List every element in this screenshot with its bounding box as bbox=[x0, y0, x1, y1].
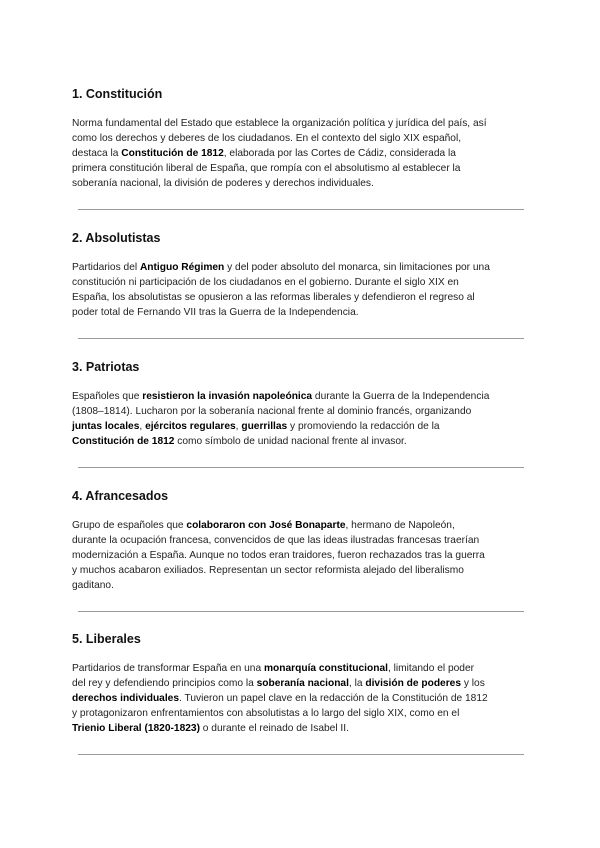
text-run: Norma fundamental del Estado que establece la organización política y jurídica del país, así bbox=[72, 118, 487, 129]
section-body bbox=[72, 518, 532, 593]
bold-term: colaboraron con José Bonaparte bbox=[186, 520, 346, 531]
text-run: Partidarios del bbox=[72, 262, 140, 273]
divider bbox=[78, 209, 524, 210]
paragraph-line bbox=[72, 518, 532, 533]
text-run: soberanía nacional, la división de poderes y derechos individuales. bbox=[72, 178, 374, 189]
section-body bbox=[72, 661, 532, 736]
text-run: Grupo de españoles que bbox=[72, 520, 187, 531]
text-run: como símbolo de unidad nacional frente al invasor. bbox=[174, 436, 407, 447]
paragraph-line bbox=[72, 146, 532, 161]
paragraph-line bbox=[72, 578, 532, 593]
section-body bbox=[72, 116, 532, 191]
section-title: 2. Absolutistas bbox=[72, 231, 161, 245]
text-run: como los derechos y deberes de los ciudadanos. En el contexto del siglo XIX español, bbox=[72, 133, 462, 144]
text-run: y promoviendo la redacción de la bbox=[287, 421, 440, 432]
section-title: 1. Constitución bbox=[72, 87, 163, 101]
paragraph-line bbox=[72, 691, 532, 706]
bold-term: resistieron la invasión napoleónica bbox=[142, 391, 313, 402]
paragraph-line bbox=[72, 161, 532, 176]
bold-term: guerrillas bbox=[241, 421, 288, 432]
paragraph-line bbox=[72, 661, 532, 676]
paragraph-line bbox=[72, 706, 532, 721]
paragraph-line bbox=[72, 290, 532, 305]
text-run: , elaborada por las Cortes de Cádiz, considerada la bbox=[223, 148, 456, 159]
paragraph-line bbox=[72, 176, 532, 191]
paragraph-line bbox=[72, 434, 532, 449]
section-afrancesados bbox=[72, 488, 532, 593]
bold-term: Constitución de 1812 bbox=[121, 148, 224, 159]
bold-term: Constitución de 1812 bbox=[72, 436, 175, 447]
text-run: , la bbox=[348, 678, 366, 689]
section-title: 3. Patriotas bbox=[72, 360, 140, 374]
section-constitucion bbox=[72, 86, 532, 191]
text-run: durante la Guerra de la Independencia bbox=[312, 391, 490, 402]
text-run: y protagonizaron enfrentamientos con absolutistas a lo largo del siglo XIX, como en el bbox=[72, 708, 460, 719]
text-run: destaca la bbox=[72, 148, 122, 159]
paragraph-line bbox=[72, 563, 532, 578]
bold-term: monarquía constitucional bbox=[263, 663, 388, 674]
divider bbox=[78, 467, 524, 468]
paragraph-line bbox=[72, 533, 532, 548]
text-run: modernización a España. Aunque no todos eran traidores, fueron rechazados tras la guerra bbox=[72, 550, 485, 561]
text-run: , hermano de Napoleón, bbox=[345, 520, 455, 531]
text-run: , limitando el poder bbox=[387, 663, 475, 674]
text-run: gaditano. bbox=[72, 580, 114, 591]
divider bbox=[78, 611, 524, 612]
section-absolutistas bbox=[72, 230, 532, 320]
text-run: España, los absolutistas se opusieron a las reformas liberales y defendieron el regreso al bbox=[72, 292, 475, 303]
bold-term: juntas locales bbox=[72, 421, 140, 432]
text-run: y muchos acabaron exiliados. Representan un sector reformista alejado del liberalismo bbox=[72, 565, 464, 576]
bold-term: división de poderes bbox=[365, 678, 462, 689]
paragraph-line bbox=[72, 275, 532, 290]
section-patriotas bbox=[72, 359, 532, 449]
text-run: y del poder absoluto del monarca, sin limitaciones por una bbox=[224, 262, 490, 273]
paragraph-line bbox=[72, 116, 532, 131]
section-body bbox=[72, 389, 532, 449]
paragraph-line bbox=[72, 548, 532, 563]
text-run: y los bbox=[461, 678, 485, 689]
bold-term: derechos individuales bbox=[72, 693, 180, 704]
paragraph-line bbox=[72, 131, 532, 146]
paragraph-line bbox=[72, 419, 532, 434]
text-run: del rey y defendiendo principios como la bbox=[72, 678, 257, 689]
text-run: Españoles que bbox=[72, 391, 143, 402]
divider bbox=[78, 338, 524, 339]
section-body bbox=[72, 260, 532, 320]
text-run: , bbox=[235, 421, 242, 432]
paragraph-line bbox=[72, 389, 532, 404]
paragraph-line bbox=[72, 260, 532, 275]
paragraph-line bbox=[72, 305, 532, 320]
bold-term: Trienio Liberal (1820-1823) bbox=[72, 723, 200, 734]
text-run: constitución ni participación de los ciudadanos en el gobierno. Durante el siglo XIX en bbox=[72, 277, 459, 288]
divider bbox=[78, 754, 524, 755]
bold-term: soberanía nacional bbox=[256, 678, 349, 689]
text-run: Partidarios de transformar España en una bbox=[72, 663, 264, 674]
paragraph-line bbox=[72, 721, 532, 736]
text-run: o durante el reinado de Isabel II. bbox=[199, 723, 349, 734]
bold-term: ejércitos regulares bbox=[145, 421, 236, 432]
text-run: . Tuvieron un papel clave en la redacción de la Constitución de 1812 bbox=[179, 693, 488, 704]
bold-term: Antiguo Régimen bbox=[139, 262, 225, 273]
text-run: durante la ocupación francesa, convencidos de que las ideas ilustradas francesas traerían bbox=[72, 535, 480, 546]
section-title: 4. Afrancesados bbox=[72, 489, 169, 503]
section-title: 5. Liberales bbox=[72, 632, 141, 646]
paragraph-line bbox=[72, 676, 532, 691]
text-run: poder total de Fernando VII tras la Guerra de la Independencia. bbox=[72, 307, 359, 318]
text-run: primera constitución liberal de España, que rompía con el absolutismo al establecer la bbox=[72, 163, 461, 174]
text-run: , bbox=[139, 421, 146, 432]
section-liberales bbox=[72, 631, 532, 736]
paragraph-line bbox=[72, 404, 532, 419]
text-run: (1808–1814). Lucharon por la soberanía nacional frente al dominio francés, organizando bbox=[72, 406, 472, 417]
